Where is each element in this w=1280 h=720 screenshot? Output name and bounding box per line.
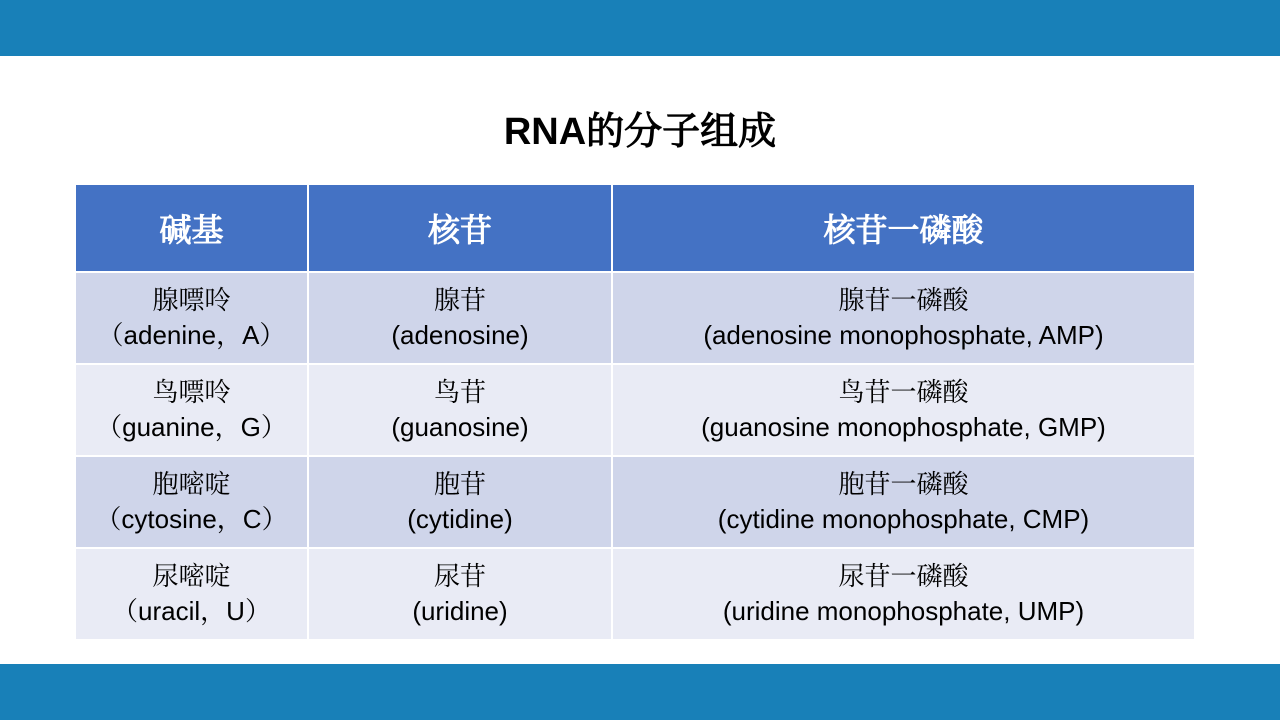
base-cell (76, 272, 308, 364)
rna-composition-table (76, 185, 1194, 639)
slide-title: RNA的分子组成 (503, 111, 777, 153)
base-en: （adenine，A） (97, 320, 286, 350)
nucleoside-cell (308, 364, 612, 456)
base-cn: 胞嘧啶 (152, 469, 231, 499)
nucleoside-cn: 尿苷 (433, 561, 486, 591)
nucleoside-en: (adenosine) (391, 320, 529, 350)
base-cell (76, 364, 308, 456)
nucleoside-cell (308, 548, 612, 639)
nmp-cell (612, 548, 1194, 639)
nmp-en: (guanosine monophosphate, GMP) (701, 412, 1106, 442)
nmp-cn: 鸟苷一磷酸 (838, 377, 969, 407)
base-en: （cytosine，C） (95, 504, 288, 534)
table-row (76, 272, 1194, 364)
nucleoside-cn: 鸟苷 (433, 377, 486, 407)
nmp-cell (612, 456, 1194, 548)
table-header-row (76, 185, 1194, 272)
nmp-cn: 尿苷一磷酸 (838, 561, 969, 591)
nucleoside-en: (cytidine) (407, 504, 513, 534)
nmp-cn: 胞苷一磷酸 (838, 469, 969, 499)
table-row (76, 456, 1194, 548)
nmp-cell (612, 272, 1194, 364)
base-cn: 腺嘌呤 (152, 285, 231, 315)
header-nmp: 核苷一磷酸 (612, 185, 1194, 272)
base-cell (76, 548, 308, 639)
base-en: （uracil，U） (112, 596, 271, 626)
nmp-en: (cytidine monophosphate, CMP) (717, 504, 1090, 534)
nmp-cell (612, 364, 1194, 456)
base-cn: 尿嘧啶 (152, 561, 231, 591)
table-row (76, 364, 1194, 456)
nmp-en: (adenosine monophosphate, AMP) (703, 320, 1104, 350)
nucleoside-cn: 腺苷 (433, 285, 486, 315)
nucleoside-en: (guanosine) (391, 412, 529, 442)
base-cell (76, 456, 308, 548)
nmp-cn: 腺苷一磷酸 (838, 285, 969, 315)
nmp-en: (uridine monophosphate, UMP) (722, 596, 1085, 626)
bottom-banner (0, 664, 1280, 720)
table-row (76, 548, 1194, 639)
header-nucleoside: 核苷 (308, 185, 612, 272)
nucleoside-cell (308, 456, 612, 548)
base-en: （guanine，G） (96, 412, 287, 442)
nucleoside-cell (308, 272, 612, 364)
header-base: 碱基 (76, 185, 308, 272)
nucleoside-en: (uridine) (412, 596, 508, 626)
base-cn: 鸟嘌呤 (152, 377, 231, 407)
nucleoside-cn: 胞苷 (433, 469, 486, 499)
top-banner (0, 0, 1280, 56)
